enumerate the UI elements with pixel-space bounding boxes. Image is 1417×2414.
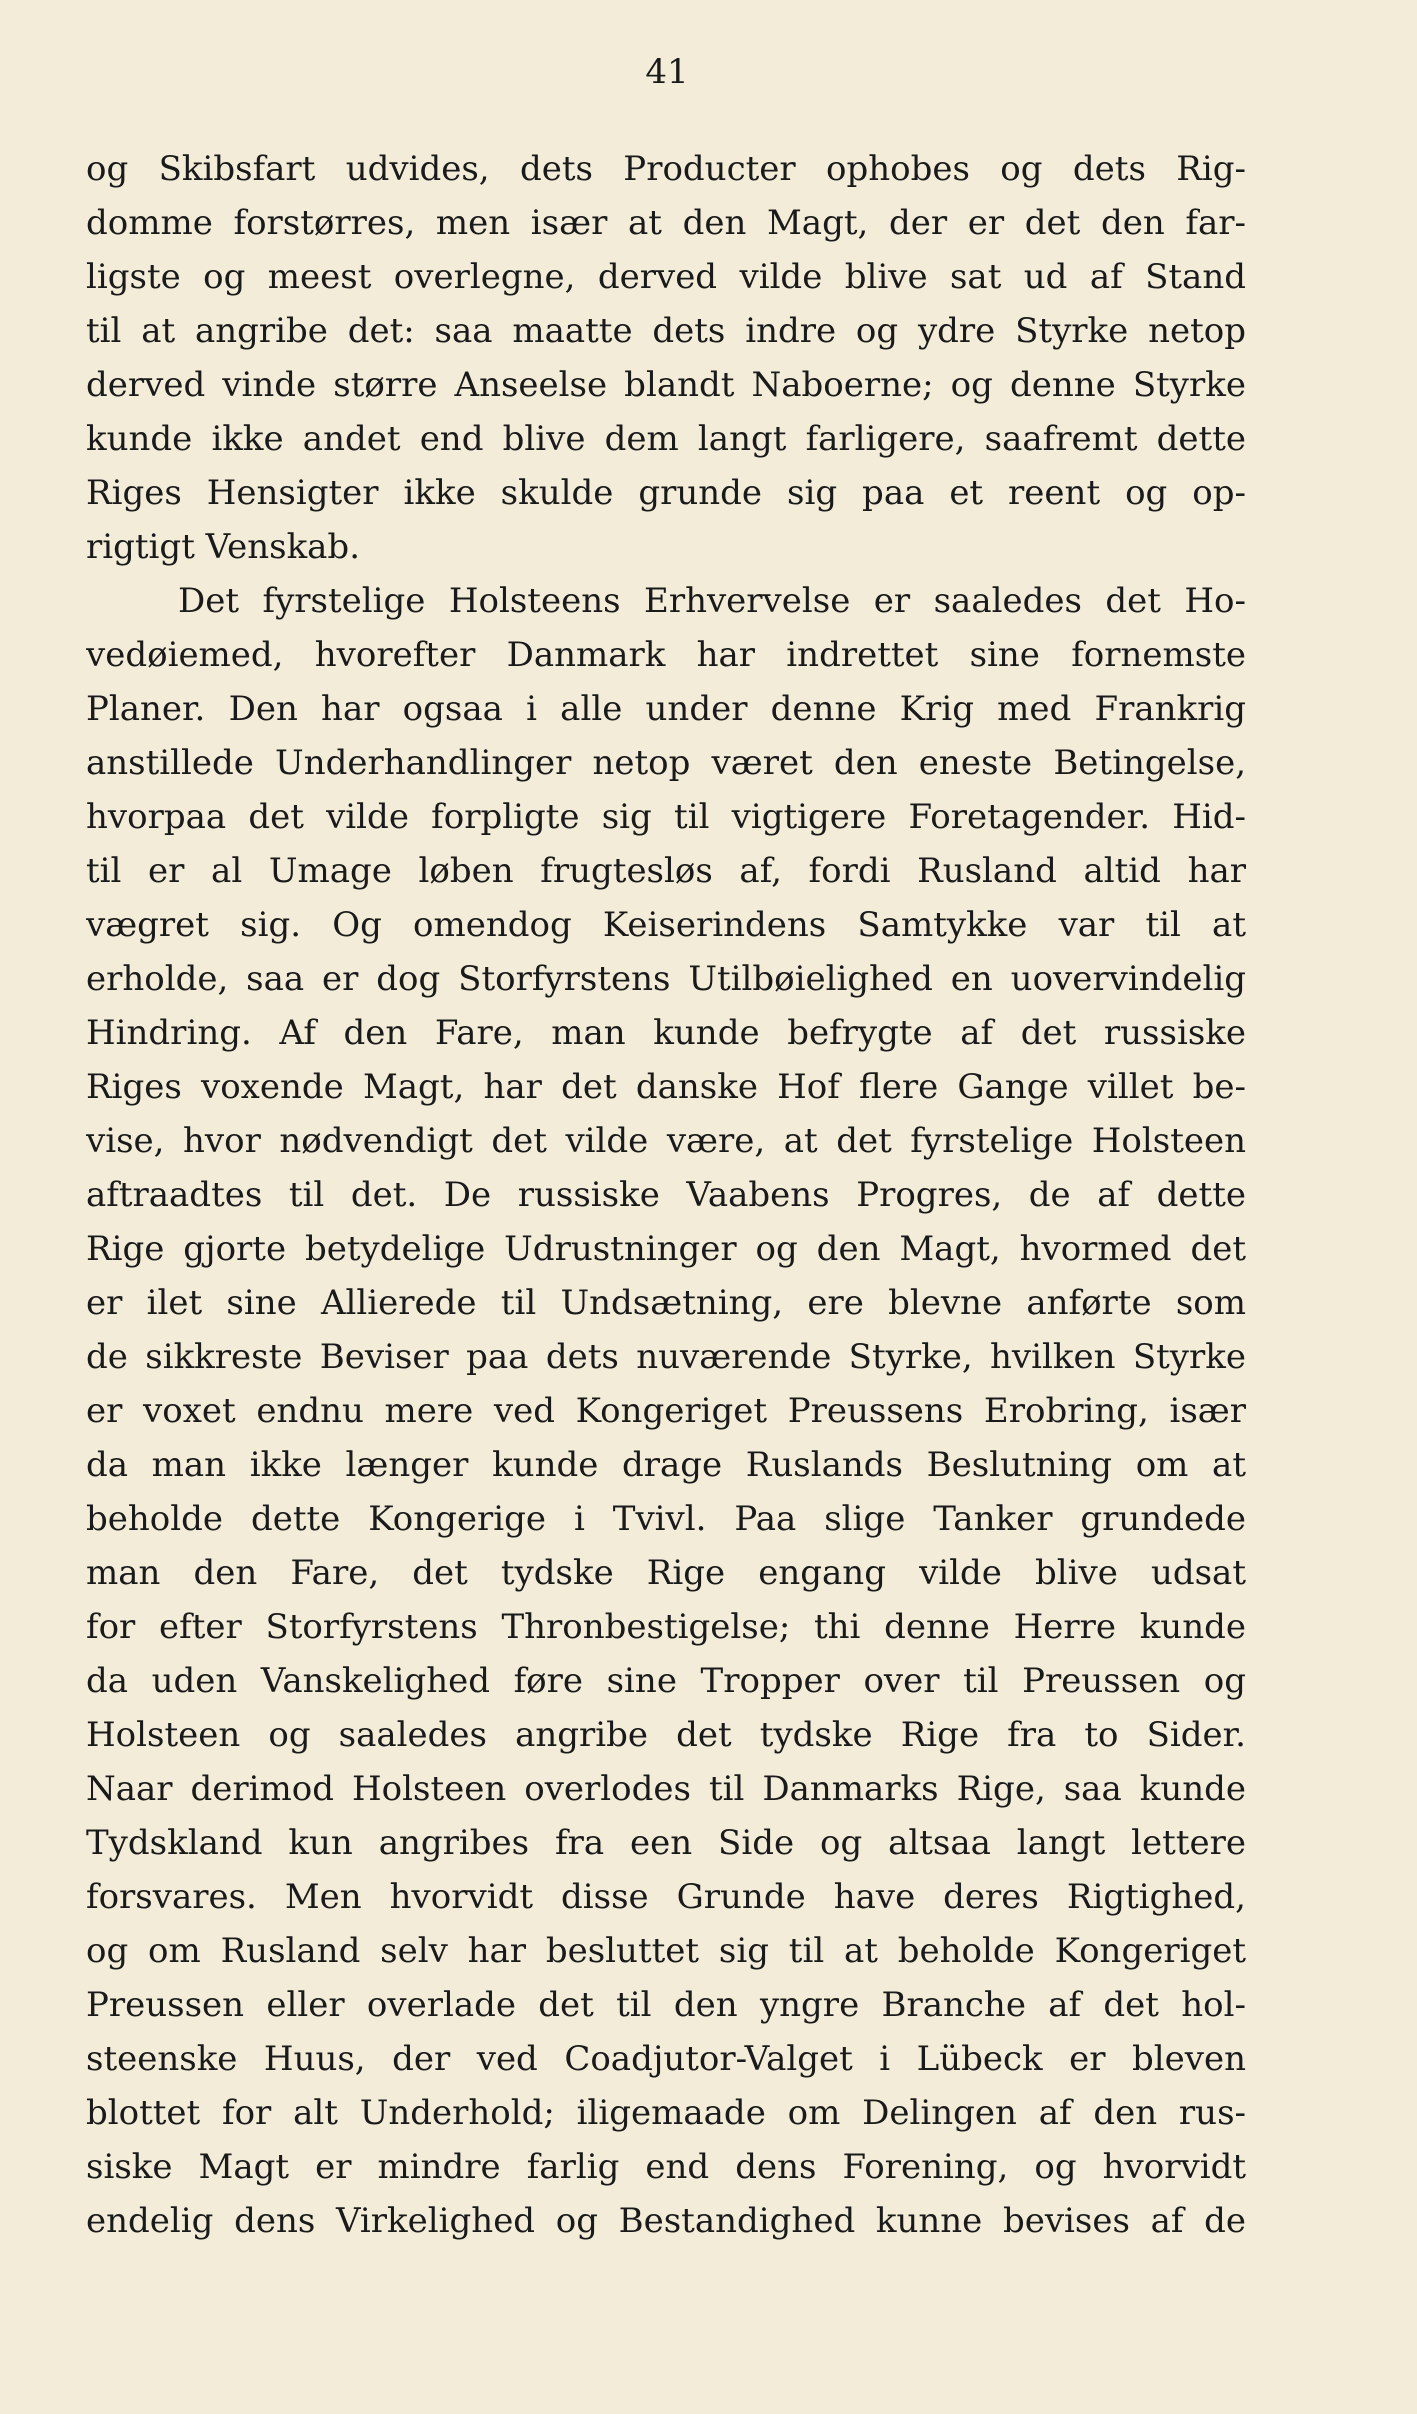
text-line: er ilet sine Allierede til Undsætning, ere blevne anførte som (86, 1283, 1246, 1323)
text-line: kunde ikke andet end blive dem langt farligere, saafremt dette (86, 419, 1246, 459)
text-line: beholde dette Kongerige i Tvivl. Paa slige Tanker grundede (86, 1499, 1246, 1539)
page-number: 41 (645, 52, 689, 92)
text-line: Naar derimod Holsteen overlodes til Danmarks Rige, saa kunde (86, 1769, 1246, 1809)
text-line: da man ikke længer kunde drage Ruslands Beslutning om at (86, 1445, 1246, 1485)
text-line: Riges voxende Magt, har det danske Hof flere Gange villet be- (86, 1067, 1246, 1107)
text-line: for efter Storfyrstens Thronbestigelse; thi denne Herre kunde (86, 1607, 1246, 1647)
text-line: erholde, saa er dog Storfyrstens Utilbøielighed en uovervindelig (86, 959, 1246, 999)
text-line: ligste og meest overlegne, derved vilde blive sat ud af Stand (86, 257, 1246, 297)
text-line: da uden Vanskelighed føre sine Tropper over til Preussen og (86, 1661, 1246, 1701)
text-line: og om Rusland selv har besluttet sig til at beholde Kongeriget (86, 1931, 1246, 1971)
text-line: anstillede Underhandlinger netop været den eneste Betingelse, (86, 743, 1246, 783)
text-line: til at angribe det: saa maatte dets indre og ydre Styrke netop (86, 311, 1246, 351)
text-line: er voxet endnu mere ved Kongeriget Preussens Erobring, især (86, 1391, 1246, 1431)
text-line: hvorpaa det vilde forpligte sig til vigtigere Foretagender. Hid- (86, 797, 1246, 837)
text-line: vise, hvor nødvendigt det vilde være, at det fyrstelige Holsteen (86, 1121, 1246, 1161)
text-line: Hindring. Af den Fare, man kunde befrygte af det russiske (86, 1013, 1246, 1053)
text-line: steenske Huus, der ved Coadjutor-Valget i Lübeck er bleven (86, 2039, 1246, 2079)
text-line: vægret sig. Og omendog Keiserindens Samtykke var til at (86, 905, 1246, 945)
text-line: Planer. Den har ogsaa i alle under denne Krig med Frankrig (86, 689, 1246, 729)
text-line: Preussen eller overlade det til den yngre Branche af det hol- (86, 1985, 1246, 2025)
text-line: og Skibsfart udvides, dets Producter ophobes og dets Rig- (86, 149, 1246, 189)
text-line: domme forstørres, men især at den Magt, der er det den far- (86, 203, 1246, 243)
text-line: Rige gjorte betydelige Udrustninger og den Magt, hvormed det (86, 1229, 1246, 1269)
body-text (86, 142, 1246, 2248)
text-line: Holsteen og saaledes angribe det tydske Rige fra to Sider. (86, 1715, 1246, 1755)
text-line: til er al Umage løben frugtesløs af, fordi Rusland altid har (86, 851, 1246, 891)
text-line: endelig dens Virkelighed og Bestandighed kunne bevises af de (86, 2201, 1246, 2241)
text-line: de sikkreste Beviser paa dets nuværende Styrke, hvilken Styrke (86, 1337, 1246, 1377)
text-line: derved vinde større Anseelse blandt Naboerne; og denne Styrke (86, 365, 1246, 405)
text-line: aftraadtes til det. De russiske Vaabens Progres, de af dette (86, 1175, 1246, 1215)
text-line: man den Fare, det tydske Rige engang vilde blive udsat (86, 1553, 1246, 1593)
text-line: vedøiemed, hvorefter Danmark har indrettet sine fornemste (86, 635, 1246, 675)
text-line: Riges Hensigter ikke skulde grunde sig paa et reent og op- (86, 473, 1246, 513)
paragraph-start-line: Det fyrstelige Holsteens Erhvervelse er saaledes det Ho- (178, 581, 1246, 621)
text-line: siske Magt er mindre farlig end dens Forening, og hvorvidt (86, 2147, 1246, 2187)
text-line: blottet for alt Underhold; iligemaade om Delingen af den rus- (86, 2093, 1246, 2133)
text-line: Tydskland kun angribes fra een Side og altsaa langt lettere (86, 1823, 1246, 1863)
text-line: forsvares. Men hvorvidt disse Grunde have deres Rigtighed, (86, 1877, 1246, 1917)
text-line: rigtigt Venskab. (86, 527, 361, 567)
